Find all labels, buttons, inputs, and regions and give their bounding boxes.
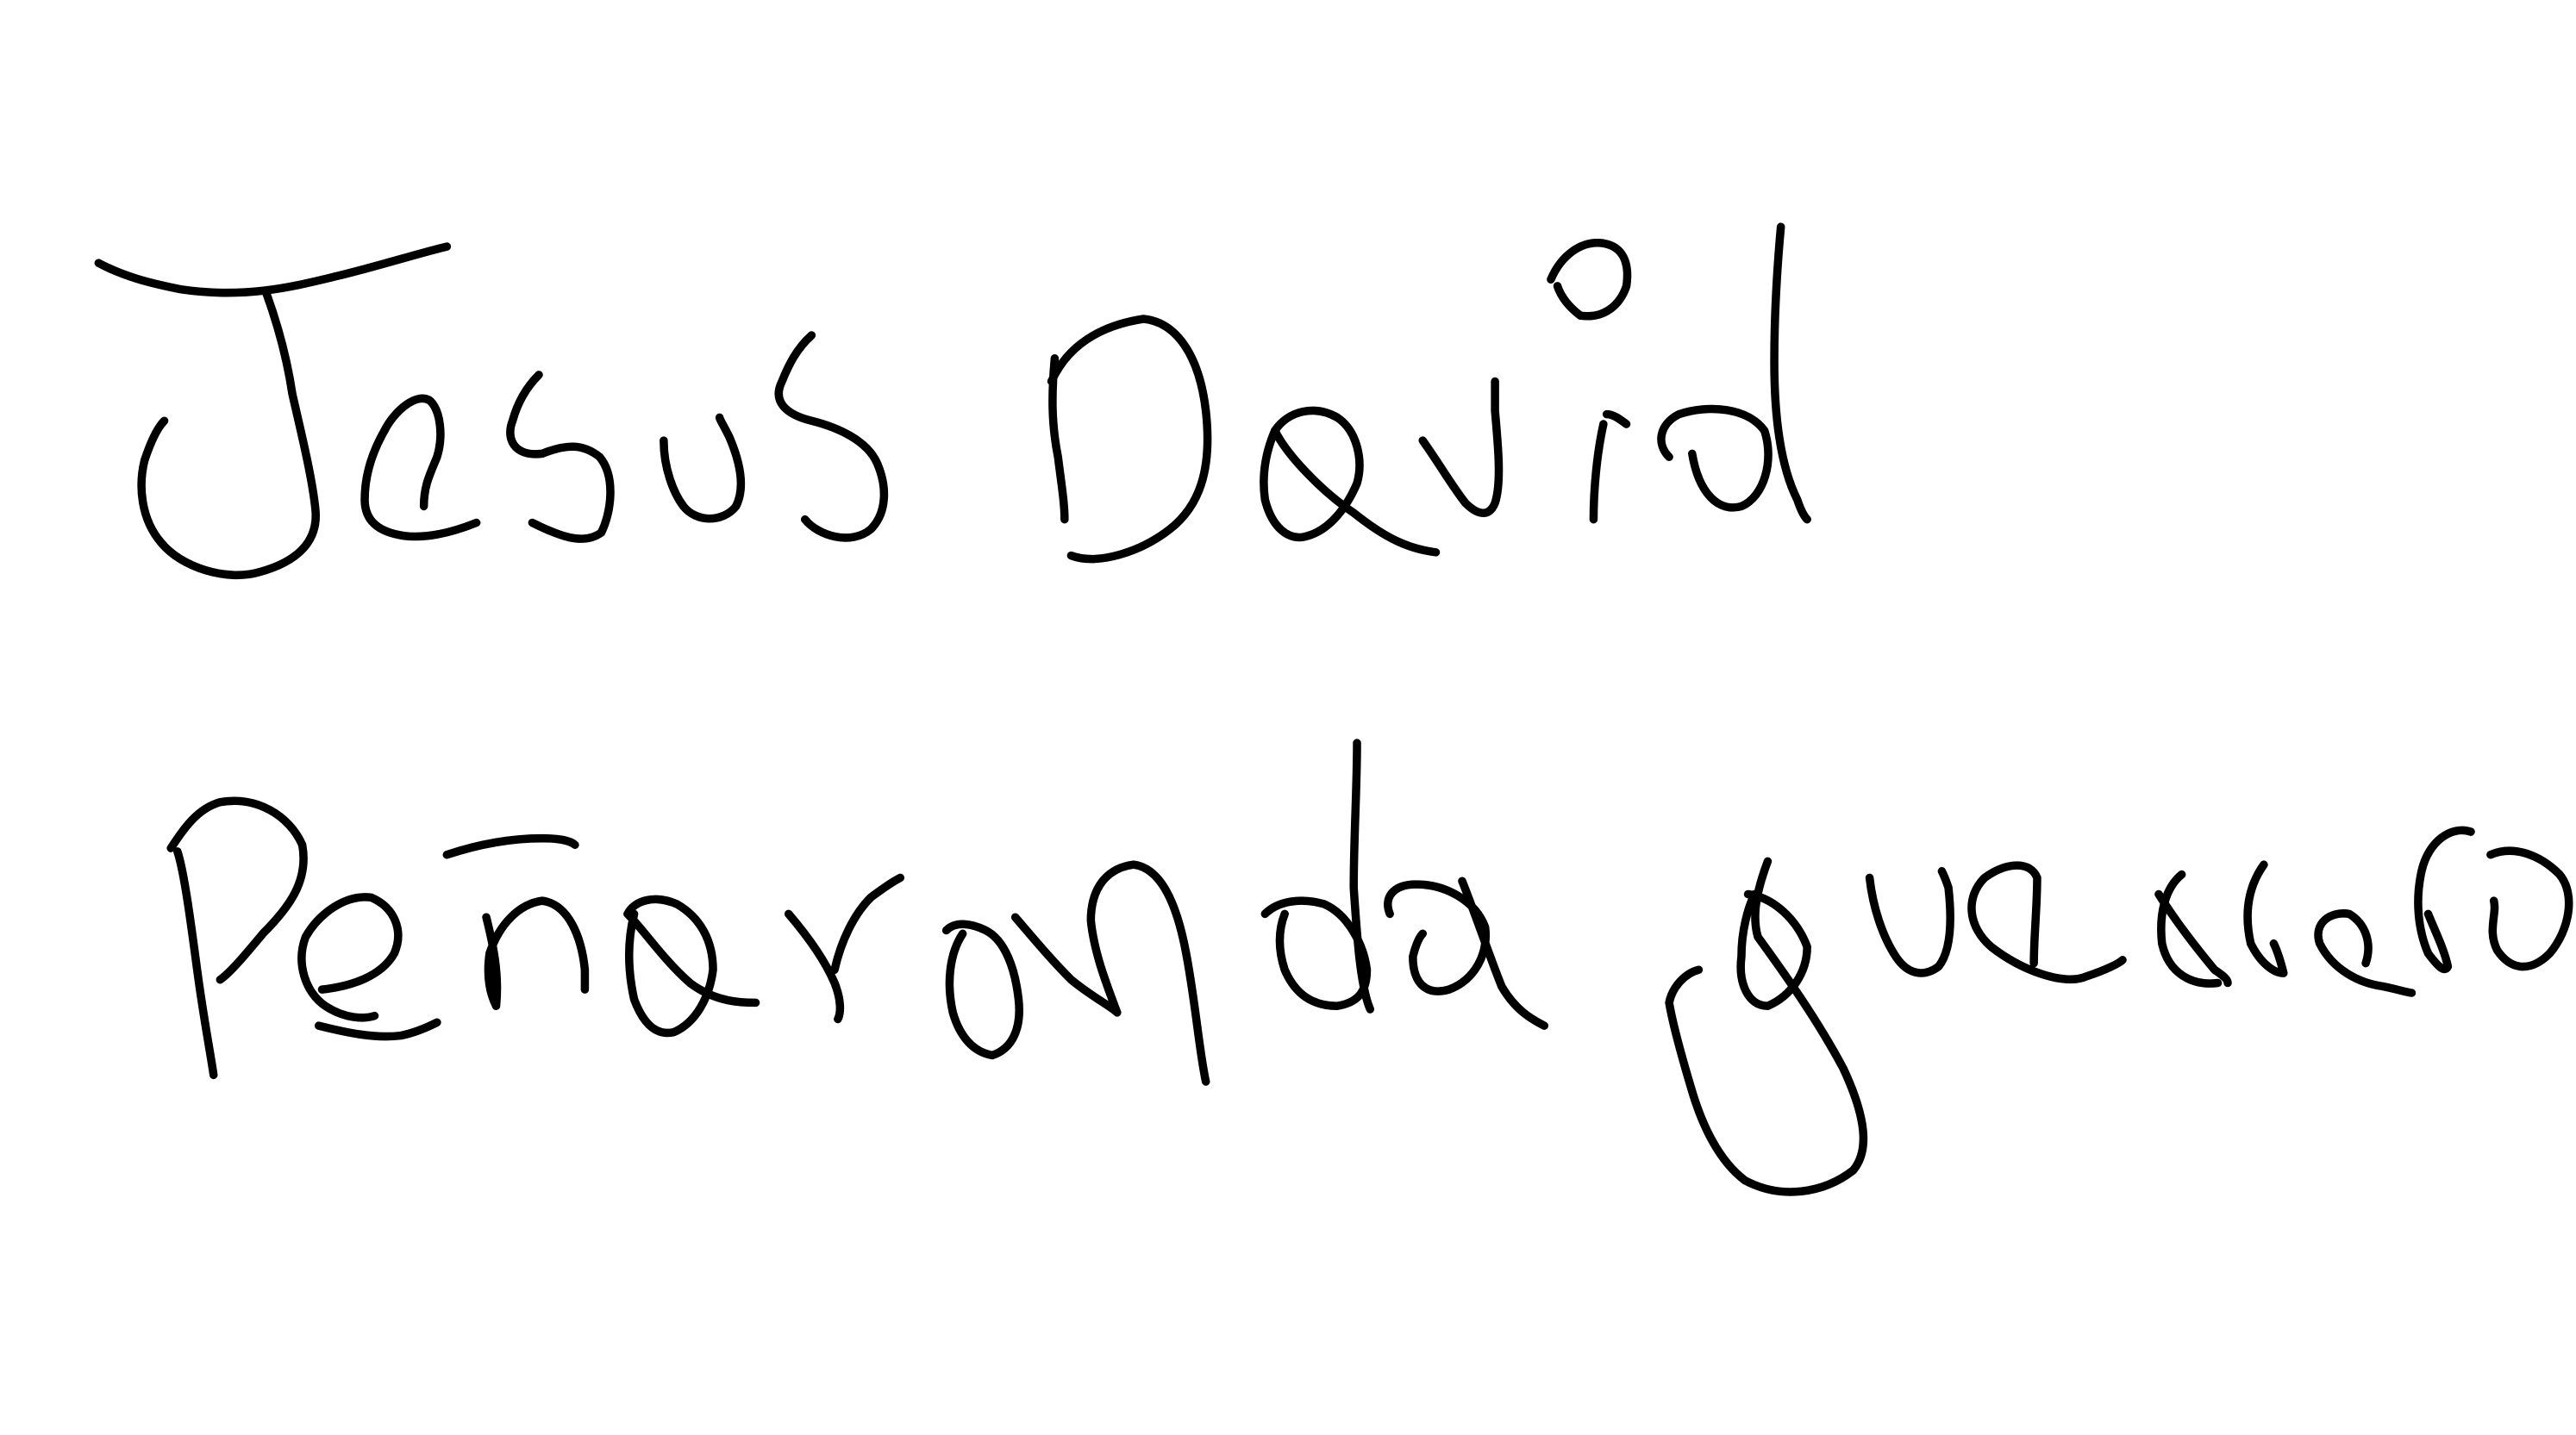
stroke-r-top — [835, 877, 900, 970]
stroke-u — [664, 417, 741, 518]
stroke-o — [2491, 851, 2569, 966]
stroke-u2 — [1870, 871, 1951, 973]
stroke-d-bowl — [1661, 409, 1768, 508]
stroke-r3 — [2248, 864, 2284, 973]
stroke-e2 — [302, 897, 398, 1018]
stroke-n2 — [1016, 864, 1206, 1082]
stroke-a2 — [628, 899, 756, 1033]
stroke-D-bowl — [1052, 319, 1208, 558]
stroke-a4-tail — [1462, 881, 1544, 1026]
stroke-s2 — [778, 335, 884, 538]
stroke-r4 — [2418, 830, 2471, 969]
stroke-d2-bowl — [1265, 901, 1366, 1006]
stroke-v — [1422, 381, 1498, 513]
stroke-J-stem — [141, 292, 316, 575]
stroke-e4 — [2318, 914, 2411, 993]
handwriting-line-2 — [171, 743, 2569, 1192]
stroke-i-dot — [1607, 415, 1627, 424]
stroke-a3 — [947, 924, 1020, 1055]
stroke-g-stem — [1669, 861, 1863, 1192]
handwriting-line-1 — [98, 227, 1807, 575]
stroke-i — [1593, 424, 1603, 520]
stroke-J-top — [98, 246, 447, 293]
stroke-P-stem — [178, 852, 214, 1075]
stroke-underline — [319, 1022, 437, 1036]
stroke-flourish — [1551, 243, 1628, 316]
stroke-r2 — [2159, 895, 2228, 983]
stroke-e3 — [1972, 865, 2123, 979]
stroke-tilde — [447, 839, 575, 855]
stroke-s — [510, 375, 610, 539]
stroke-e — [365, 398, 477, 536]
stroke-d-stem — [1774, 227, 1807, 519]
stroke-a — [1264, 410, 1436, 552]
stroke-n — [486, 901, 585, 1006]
